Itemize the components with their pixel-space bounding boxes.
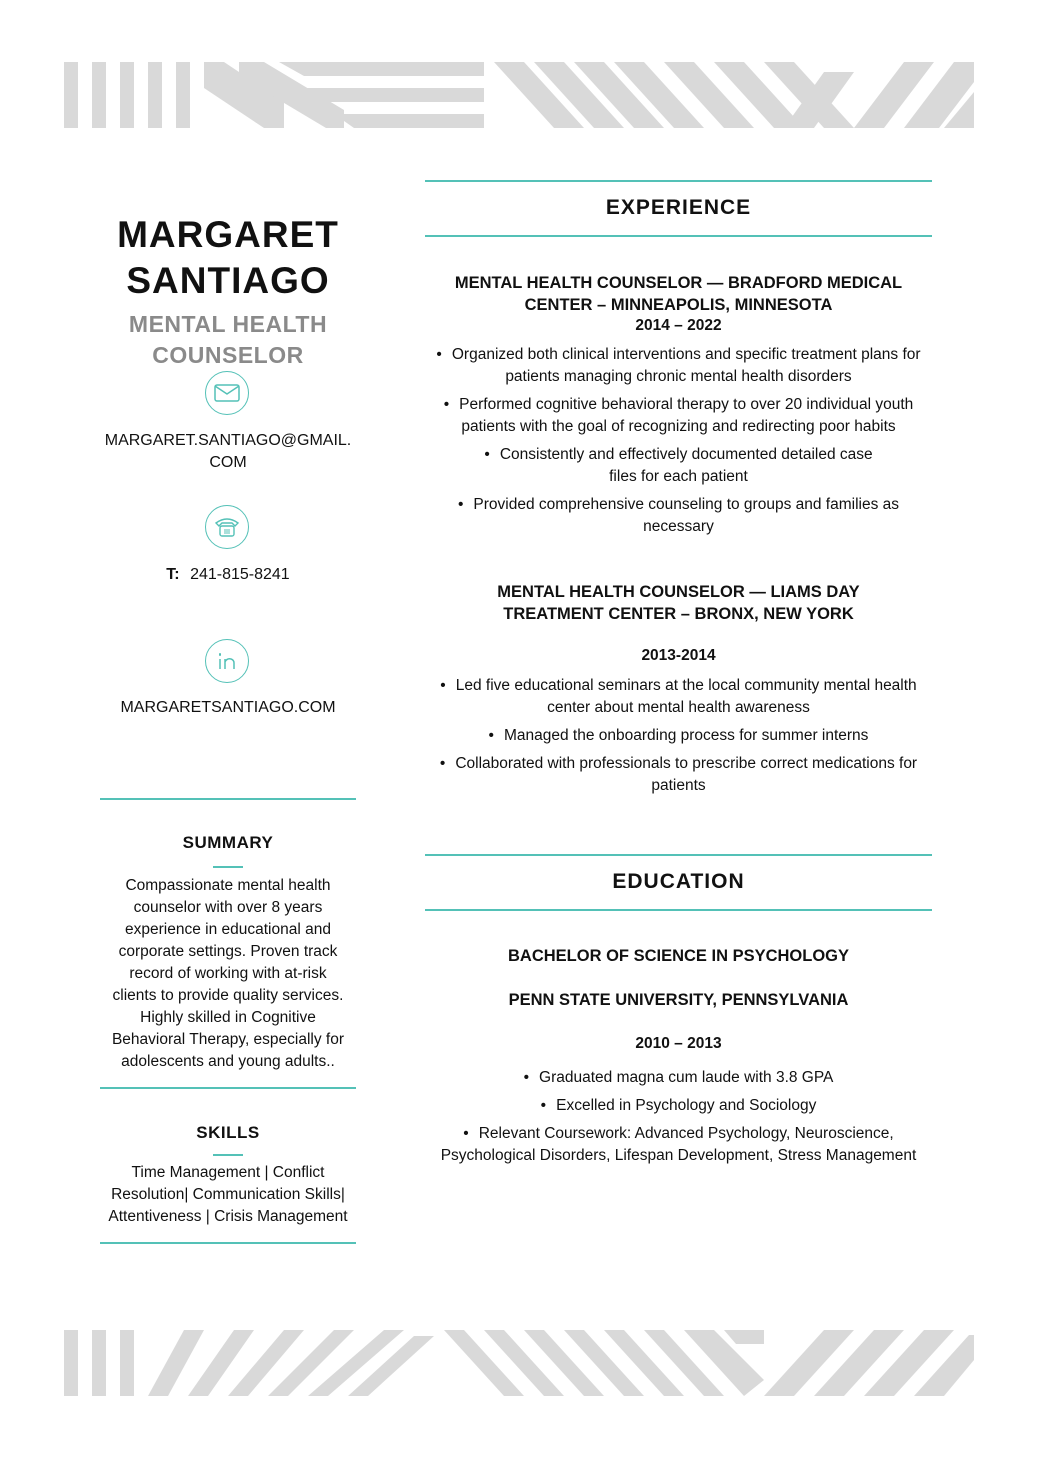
decorative-stripe-band-bottom bbox=[64, 1330, 974, 1396]
list-item: • Led five educational seminars at the local community mental health center about mental health awareness bbox=[425, 675, 932, 719]
website-link[interactable]: MARGARETSANTIAGO.COM bbox=[120, 699, 336, 716]
phone-number[interactable] bbox=[100, 564, 356, 586]
list-item: • Consistently and effectively documented detailed case files for each patient bbox=[425, 444, 932, 488]
list-item: • Provided comprehensive counseling to groups and families as necessary bbox=[425, 494, 932, 538]
summary-top-divider bbox=[100, 798, 356, 800]
school: PENN STATE UNIVERSITY, PENNSYLVANIA bbox=[508, 991, 849, 1009]
list-item: • Organized both clinical interventions and specific treatment plans for patients managing chronic mental health disorders bbox=[425, 344, 932, 388]
first-name: MARGARET bbox=[117, 214, 339, 255]
education-heading: EDUCATION bbox=[612, 870, 745, 893]
envelope-icon bbox=[205, 371, 249, 415]
list-item: • Graduated magna cum laude with 3.8 GPA bbox=[420, 1067, 937, 1089]
list-item: • Collaborated with professionals to prescribe correct medications for patients bbox=[425, 753, 932, 797]
job-2-dates: 2013-2014 bbox=[641, 647, 716, 664]
linkedin-icon bbox=[205, 639, 249, 683]
telephone-icon bbox=[205, 505, 249, 549]
job-1-dates: 2014 – 2022 bbox=[635, 317, 722, 334]
job-title bbox=[100, 309, 356, 371]
job-2-title: MENTAL HEALTH COUNSELOR — LIAMS DAY TREATMENT CENTER – BRONX, NEW YORK bbox=[497, 583, 860, 623]
experience-heading: EXPERIENCE bbox=[605, 196, 752, 219]
summary-text: Compassionate mental health counselor with over 8 years experience in educational and corporate settings. Proven track record of working with at-risk clients to provide quality services. Highly skilled in Cognitive Behavioral Therapy, especially for adolescents and young adults.. bbox=[111, 877, 345, 1070]
degree: BACHELOR OF SCIENCE IN PSYCHOLOGY bbox=[507, 947, 850, 965]
skills-top-divider bbox=[100, 1087, 356, 1089]
list-item: • Relevant Coursework: Advanced Psychology, Neuroscience, Psychological Disorders, Lifespan Development, Stress Management bbox=[420, 1123, 937, 1167]
job-2-bullets bbox=[425, 675, 932, 803]
candidate-name bbox=[100, 212, 356, 304]
email-line-1: MARGARET.SANTIAGO@GMAIL. bbox=[104, 432, 352, 449]
job-1-title: MENTAL HEALTH COUNSELOR — BRADFORD MEDICAL CENTER – MINNEAPOLIS, MINNESOTA bbox=[454, 274, 903, 314]
email-line-2: COM bbox=[209, 454, 247, 471]
last-name: SANTIAGO bbox=[126, 260, 330, 301]
list-item: • Excelled in Psychology and Sociology bbox=[420, 1095, 937, 1117]
education-dates: 2010 – 2013 bbox=[635, 1035, 722, 1052]
summary-heading: SUMMARY bbox=[182, 833, 274, 852]
list-item: • Performed cognitive behavioral therapy to over 20 individual youth patients with the goal of recognizing and redirecting poor habits bbox=[425, 394, 932, 438]
job-title-line-2: COUNSELOR bbox=[152, 342, 304, 368]
education-bottom-divider bbox=[425, 909, 932, 911]
job-title-line-1: MENTAL HEALTH bbox=[128, 311, 328, 337]
experience-top-divider bbox=[425, 180, 932, 182]
skills-text: Time Management | Conflict Resolution| Communication Skills| Attentiveness | Crisis Management bbox=[108, 1164, 348, 1225]
skills-heading-underline bbox=[213, 1154, 243, 1156]
education-top-divider bbox=[425, 854, 932, 856]
email-address[interactable] bbox=[100, 430, 356, 474]
job-1-bullets bbox=[425, 344, 932, 544]
skills-heading: SKILLS bbox=[196, 1123, 260, 1142]
education-bullets bbox=[420, 1067, 937, 1173]
phone-label: T: bbox=[166, 566, 180, 583]
phone-value: 241-815-8241 bbox=[190, 566, 290, 583]
skills-bottom-divider bbox=[100, 1242, 356, 1244]
decorative-stripe-band-top bbox=[64, 62, 974, 128]
experience-bottom-divider bbox=[425, 235, 932, 237]
list-item: • Managed the onboarding process for summer interns bbox=[425, 725, 932, 747]
summary-heading-underline bbox=[213, 866, 243, 868]
